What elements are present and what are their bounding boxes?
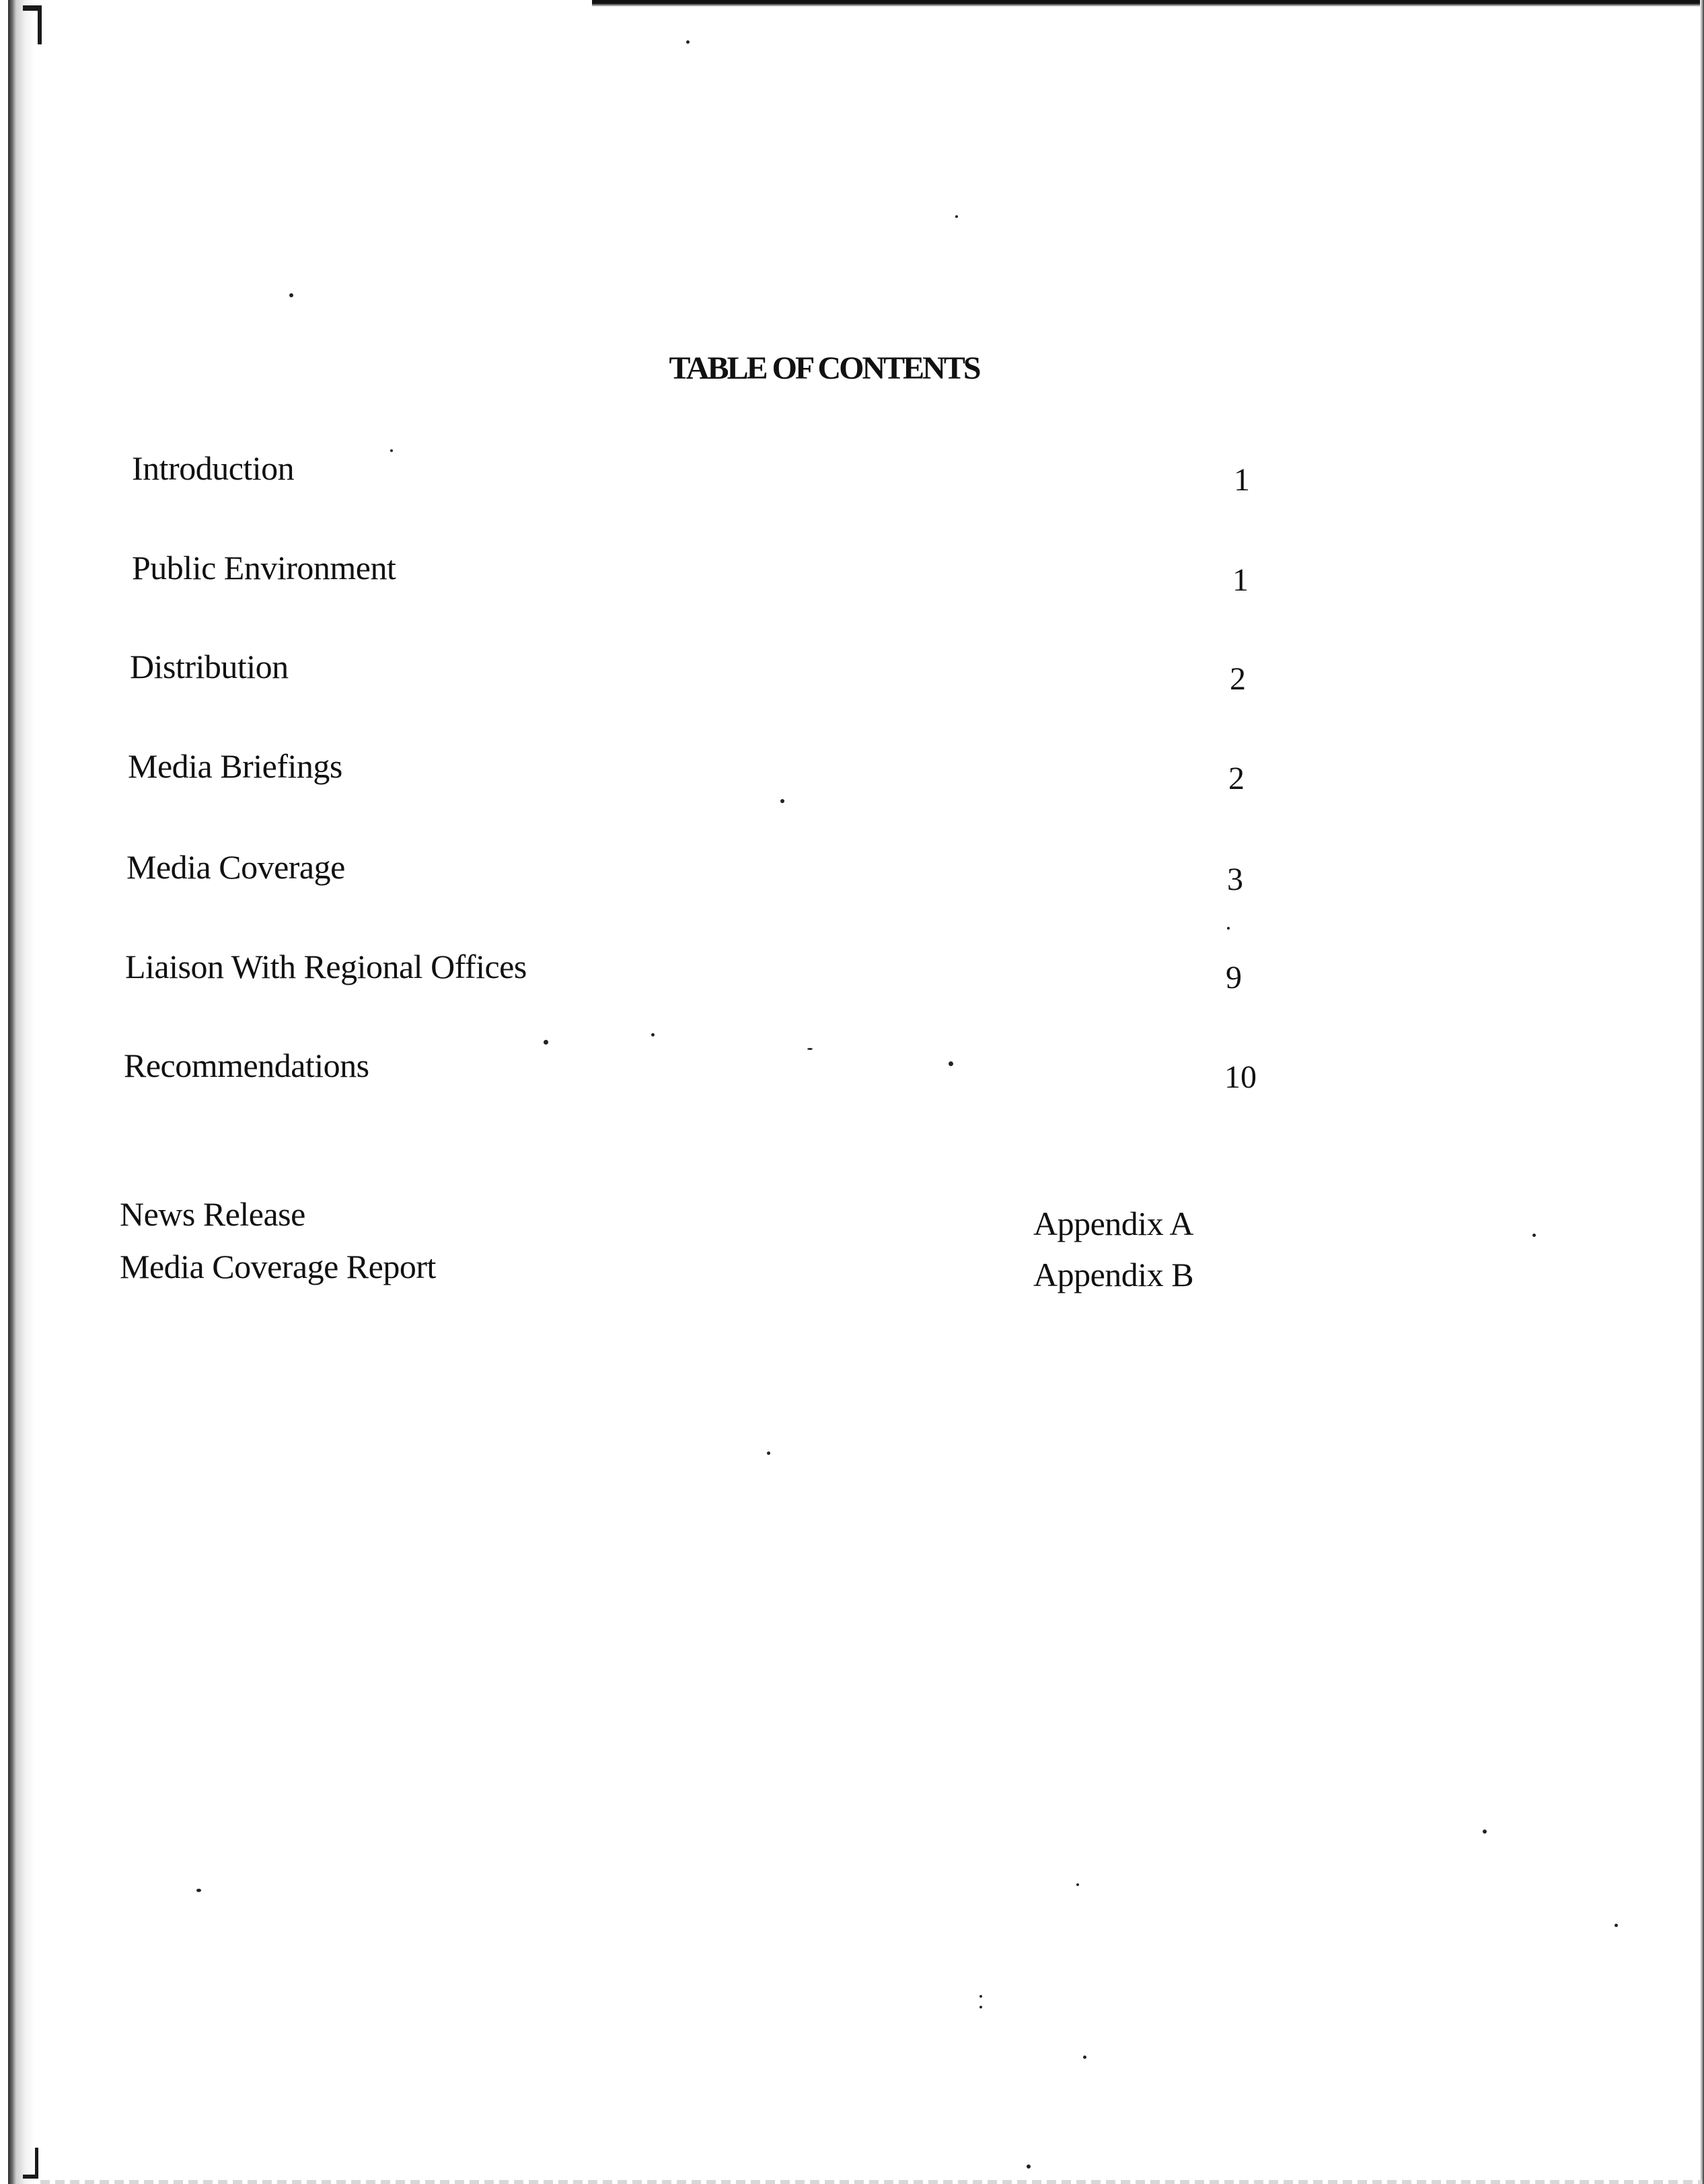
toc-page-liaison-regional-offices: 9 [1226,960,1242,995]
toc-label-liaison-regional-offices: Liaison With Regional Offices [125,948,527,985]
scan-speck [1483,1830,1487,1834]
page-right-edge [1700,0,1704,2184]
appendix-ref-a: Appendix A [1033,1205,1194,1242]
page-top-edge [592,0,1704,7]
page-title: TABLE OF CONTENTS [669,350,979,386]
toc-label-distribution: Distribution [130,648,289,685]
scan-speck [949,1061,953,1066]
toc-page-media-coverage: 3 [1227,862,1243,897]
scan-speck [780,799,784,803]
scan-speck [979,2006,982,2008]
scan-speck [686,40,690,44]
appendix-ref-b: Appendix B [1033,1256,1194,1293]
scan-speck [807,1048,813,1050]
scan-speck [955,215,958,218]
scan-speck [196,1889,201,1892]
toc-page-public-environment: 1 [1232,562,1249,598]
appendix-label-news-release: News Release [120,1195,305,1233]
scan-speck [1076,1883,1079,1886]
page-bottom-edge [40,2180,1702,2184]
toc-label-media-briefings: Media Briefings [128,747,342,785]
toc-page-recommendations: 10 [1224,1059,1257,1095]
scan-speck [1227,927,1230,930]
scan-speck [979,1995,982,1998]
toc-page-media-briefings: 2 [1228,761,1245,796]
toc-page-distribution: 2 [1230,661,1246,697]
binding-mark-bottom [23,2148,38,2179]
scan-speck [544,1040,548,1045]
scan-speck [1083,2056,1086,2059]
scan-speck [1615,1924,1618,1927]
scan-speck [651,1033,655,1037]
scan-speck [1532,1234,1536,1237]
scan-speck [390,449,393,452]
scan-speck [289,293,293,297]
toc-label-public-environment: Public Environment [132,549,396,587]
scan-speck [767,1452,770,1455]
binding-mark-top [23,5,42,44]
page-left-edge [8,0,35,2184]
toc-label-recommendations: Recommendations [124,1047,369,1084]
toc-page-introduction: 1 [1234,462,1250,498]
toc-label-media-coverage: Media Coverage [126,848,345,886]
toc-label-introduction: Introduction [132,449,295,487]
appendix-label-media-coverage-report: Media Coverage Report [120,1248,436,1285]
scan-speck [1027,2164,1031,2169]
